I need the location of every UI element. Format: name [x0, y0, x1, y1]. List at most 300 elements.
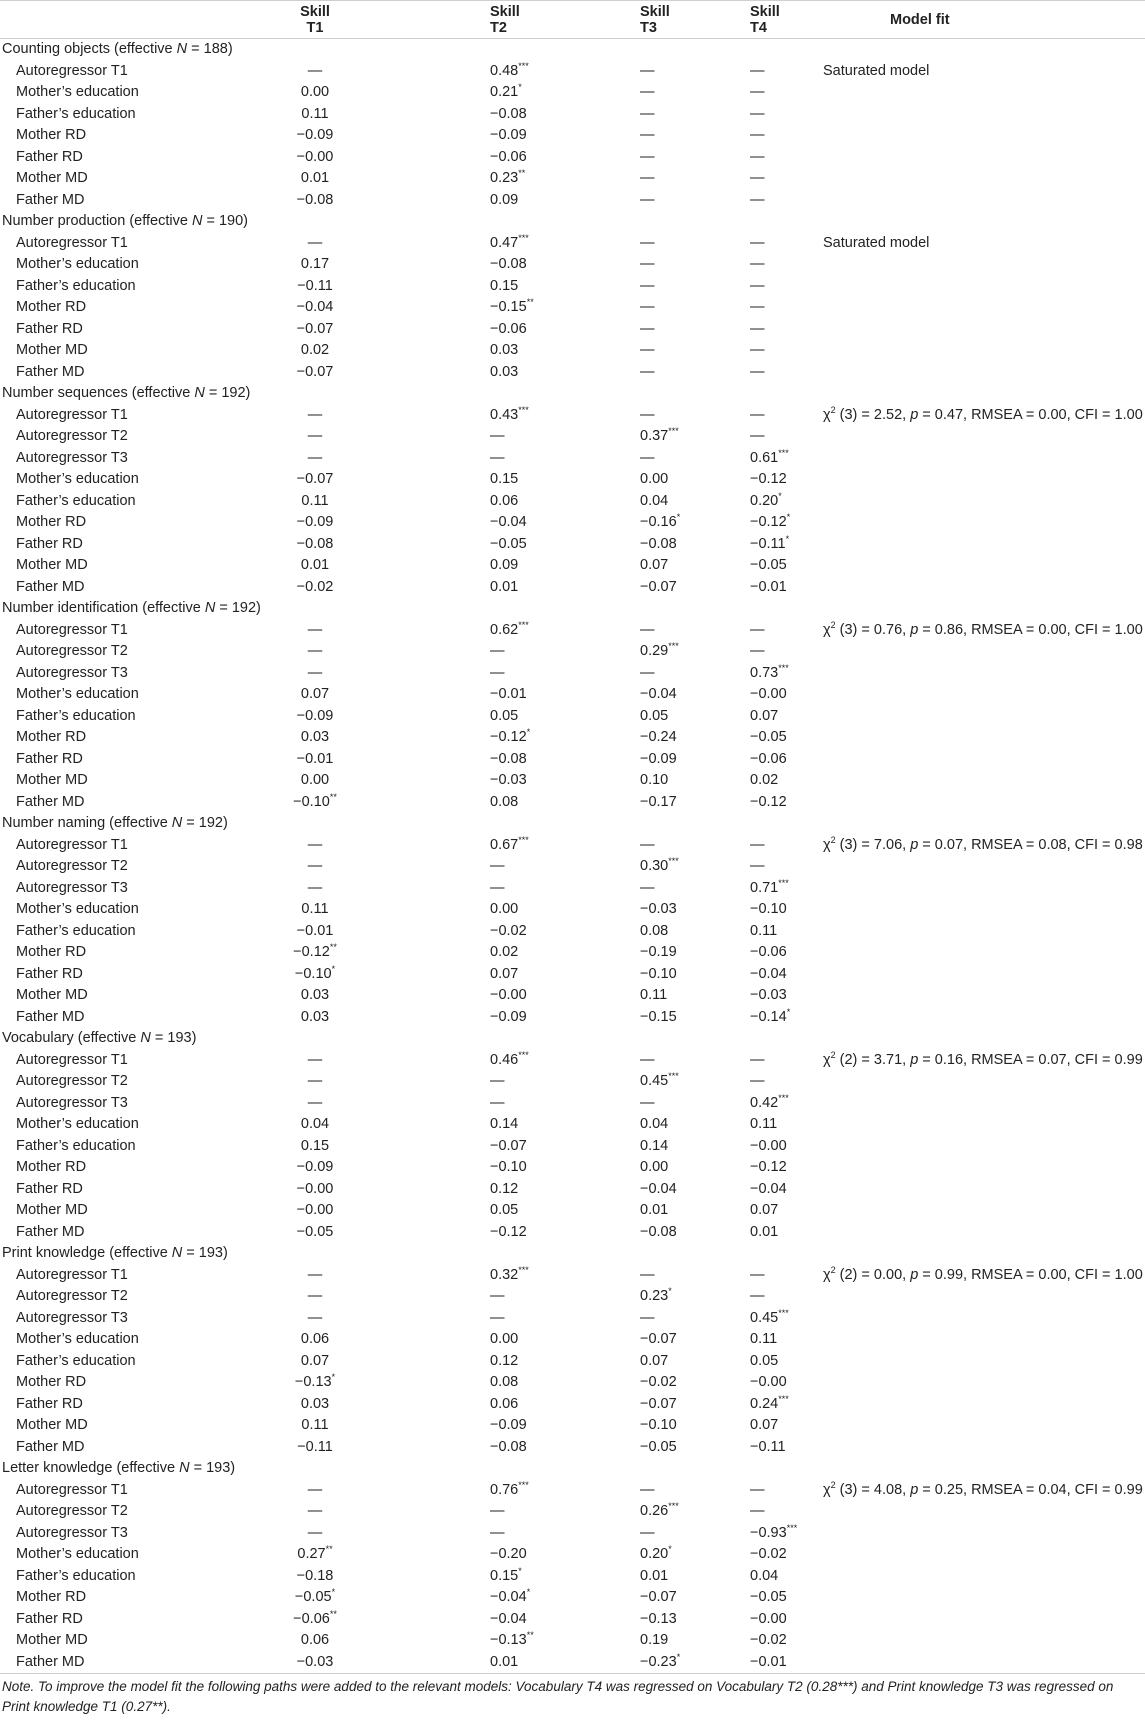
model-fit-value [760, 1136, 1145, 1158]
row-label: Autoregressor T3 [16, 879, 128, 896]
skill-t2-value: 0.21* [490, 82, 522, 100]
row-label: Mother’s education [16, 1116, 139, 1132]
skill-t3-value: 0.37*** [640, 426, 679, 444]
row-label: Autoregressor T3 [16, 1524, 128, 1541]
table-row [0, 1566, 1145, 1588]
skill-t4-value: −0.11* [750, 533, 790, 552]
skill-t3-value: −0.16* [640, 512, 681, 530]
table-row [0, 770, 1145, 792]
skill-t2-value: 0.12 [490, 1352, 519, 1369]
skill-t3-value: — [640, 1481, 655, 1498]
model-fit-value [760, 1222, 1145, 1244]
skill-t2-value: 0.08 [490, 793, 519, 810]
table-row [0, 1437, 1145, 1459]
skill-t4-value: −0.06 [750, 944, 787, 960]
skill-t1-value: 0.06 [300, 1632, 330, 1648]
skill-t4-value: — [750, 191, 765, 208]
skill-t2-value: −0.08 [490, 1438, 527, 1455]
skill-t3-value: — [640, 879, 655, 896]
skill-t1-value: −0.02 [296, 578, 334, 595]
model-fit-value: $\chi^2$ (3) = 4.08, p = 0.25, RMSEA = 0.04, CFI = 0.99 [823, 1479, 1143, 1498]
skill-t2-value: −0.20 [490, 1546, 527, 1562]
row-label: Father RD [16, 1180, 83, 1197]
skill-t2-value: 0.15 [490, 471, 519, 487]
row-label: Autoregressor T3 [16, 1094, 128, 1111]
skill-t2-value: −0.10 [490, 1159, 527, 1175]
model-fit-value: Saturated model [823, 62, 930, 79]
skill-t2-value: 0.67*** [490, 834, 529, 853]
skill-t2-value: 0.01 [340, 1652, 490, 1674]
skill-t1-value: 0.02 [300, 342, 330, 358]
row-label: Autoregressor T1 [16, 406, 128, 423]
skill-t1-value: — [307, 643, 323, 659]
row-label: Mother’s education [16, 686, 139, 702]
skill-t2-value: 0.01 [490, 578, 519, 595]
model-fit-value: $\chi^2$ (3) = 0.76, p = 0.86, RMSEA = 0.00, CFI = 1.00 [823, 619, 1143, 638]
row-label: Autoregressor T2 [16, 858, 128, 874]
skill-t3-value: — [640, 105, 655, 122]
skill-t4-value: −0.00 [750, 1374, 787, 1390]
skill-t2-value: 0.46*** [490, 1049, 529, 1068]
skill-t4-value: −0.04 [750, 965, 787, 982]
table-row [0, 491, 1145, 513]
skill-t1-value: 0.17 [300, 256, 330, 272]
skill-t3-value: −0.17 [640, 793, 677, 810]
skill-t4-value: −0.02 [750, 1632, 787, 1648]
table-row [0, 1050, 1145, 1072]
table-row [0, 1136, 1145, 1158]
model-fit-value [760, 1179, 1145, 1201]
table-row [0, 1394, 1145, 1416]
model-fit-value [760, 1093, 1145, 1115]
skill-t4-value: — [750, 342, 765, 358]
row-label: Autoregressor T3 [16, 1309, 128, 1326]
skill-t1-value: −0.07 [296, 320, 334, 337]
skill-t3-value: — [640, 1524, 655, 1541]
skill-t4-value: −0.01 [640, 1652, 760, 1674]
model-fit-value [760, 1415, 1145, 1437]
row-label: Autoregressor T1 [16, 621, 128, 638]
skill-t1-value: −0.12** [293, 942, 337, 960]
skill-t1-value: −0.09 [296, 1159, 334, 1175]
skill-t4-value: — [750, 170, 765, 186]
row-label: Father MD [16, 1223, 85, 1240]
skill-t4-value: — [750, 62, 765, 79]
model-fit-value [760, 491, 1145, 513]
model-fit-value [760, 297, 1145, 319]
row-label: Father’s education [16, 492, 136, 509]
model-fit-value [760, 1587, 1145, 1609]
skill-t3-value: — [640, 148, 655, 165]
skill-t2-value: 0.12 [490, 1180, 519, 1197]
group-title: Vocabulary (effective N = 193) [2, 1030, 197, 1046]
skill-t1-value: — [307, 1051, 323, 1068]
skill-t3-value: −0.04 [640, 1180, 677, 1197]
model-fit-value [760, 340, 1145, 362]
skill-t1-value: 0.06 [300, 1331, 330, 1347]
skill-t1-value: — [307, 879, 323, 896]
skill-t3-value: — [640, 1094, 655, 1111]
row-label: Mother MD [16, 557, 88, 573]
row-label: Autoregressor T1 [16, 1266, 128, 1283]
table-row [0, 1544, 1145, 1566]
row-label: Mother MD [16, 342, 88, 358]
skill-t3-value: 0.07 [640, 1352, 669, 1369]
skill-t1-value: −0.09 [296, 127, 334, 143]
group-title: Number identification (effective N = 192) [2, 600, 261, 616]
skill-t1-value: −0.05 [296, 1223, 334, 1240]
skill-t2-value: −0.04 [490, 514, 527, 530]
row-label: Autoregressor T1 [16, 234, 128, 251]
table-row [0, 1179, 1145, 1201]
skill-t1-value: −0.07 [296, 363, 334, 380]
row-label: Mother’s education [16, 901, 139, 917]
skill-t3-value: −0.07 [640, 1331, 677, 1347]
skill-t2-value: 0.32*** [490, 1264, 529, 1283]
skill-t2-value: −0.06 [490, 320, 527, 337]
skill-t3-value: — [640, 277, 655, 294]
row-label: Mother MD [16, 170, 88, 186]
skill-t3-value: 0.08 [640, 922, 669, 939]
row-label: Father RD [16, 320, 83, 337]
table-row [0, 319, 1145, 341]
skill-t4-value: — [750, 127, 765, 143]
skill-t1-value: 0.01 [300, 170, 330, 186]
table-body [0, 39, 1145, 1674]
skill-t1-value: — [307, 1309, 323, 1326]
header-skill-t1: Skill T1 [190, 1, 340, 39]
group-title: Number sequences (effective N = 192) [2, 385, 251, 401]
skill-t1-value: −0.06** [293, 1608, 337, 1627]
skill-t4-value: — [750, 299, 765, 315]
row-label: Autoregressor T3 [16, 664, 128, 681]
skill-t4-value: — [750, 234, 765, 251]
skill-t2-value: −0.08 [490, 105, 527, 122]
skill-t4-value: — [750, 277, 765, 294]
skill-t2-value: — [490, 664, 505, 681]
row-label: Father’s education [16, 1567, 136, 1584]
table-row [0, 276, 1145, 298]
skill-t3-value: −0.07 [640, 1589, 677, 1605]
skill-t2-value: −0.09 [490, 127, 527, 143]
skill-t3-value: 0.07 [640, 557, 669, 573]
skill-t2-value: −0.04 [490, 1610, 527, 1627]
skill-t4-value: 0.11 [750, 922, 778, 939]
skill-t1-value: 0.03 [300, 1008, 330, 1025]
skill-t2-value: — [490, 1309, 505, 1326]
model-fit-value [760, 641, 1145, 663]
skill-t4-value: 0.42*** [750, 1092, 789, 1111]
row-label: Father MD [16, 793, 85, 810]
row-label: Autoregressor T2 [16, 1503, 128, 1519]
table-row [0, 469, 1145, 491]
model-fit-value [760, 190, 1145, 212]
skill-t4-value: −0.14* [750, 1006, 791, 1025]
table-row [0, 297, 1145, 319]
skill-t2-value: 0.00 [490, 901, 519, 917]
skill-t1-value: −0.09 [296, 514, 334, 530]
skill-t2-value: 0.03 [490, 342, 519, 358]
skill-t4-value: −0.03 [750, 987, 787, 1003]
skill-t1-value: −0.00 [296, 1202, 334, 1218]
skill-t3-value: −0.08 [640, 1223, 677, 1240]
table-row [0, 964, 1145, 986]
table-row [0, 899, 1145, 921]
skill-t1-value: — [307, 1266, 323, 1283]
table-row [0, 340, 1145, 362]
skill-t1-value: −0.11 [297, 1438, 333, 1455]
skill-t2-value: −0.13** [490, 1630, 534, 1648]
table-row [0, 426, 1145, 448]
row-label: Father RD [16, 148, 83, 165]
skill-t4-value: 0.02 [750, 772, 779, 788]
skill-t2-value: −0.04* [490, 1587, 531, 1605]
table-row [0, 448, 1145, 470]
skill-t4-value: −0.02 [750, 1546, 787, 1562]
skill-t2-value: −0.06 [490, 148, 527, 165]
skill-t2-value: — [490, 1073, 505, 1089]
skill-t4-value: — [750, 858, 765, 874]
skill-t2-value: 0.02 [490, 944, 519, 960]
row-label: Mother RD [16, 127, 87, 143]
skill-t3-value: 0.26*** [640, 1501, 679, 1519]
model-fit-value [760, 1394, 1145, 1416]
skill-t1-value: — [307, 858, 323, 874]
table-row [0, 1329, 1145, 1351]
skill-t2-value: −0.02 [490, 922, 527, 939]
skill-t3-value: 0.14 [640, 1137, 669, 1154]
skill-t1-value: 0.01 [300, 557, 330, 573]
skill-t1-value: 0.03 [300, 987, 330, 1003]
model-fit-value [760, 792, 1145, 814]
table-row [0, 362, 1145, 384]
model-fit-value [760, 1308, 1145, 1330]
header-skill-t2: Skill T2 [340, 1, 490, 39]
model-fit-value [760, 985, 1145, 1007]
table-row [0, 125, 1145, 147]
model-fit-value [760, 1609, 1145, 1631]
row-label: Father’s education [16, 1352, 136, 1369]
skill-t3-value: −0.04 [640, 686, 677, 702]
skill-t4-value: — [750, 1481, 765, 1498]
skill-t3-value: — [640, 363, 655, 380]
model-fit-value [760, 319, 1145, 341]
skill-t3-value: −0.23* [490, 1652, 640, 1674]
table-row [0, 1157, 1145, 1179]
skill-t2-value: — [490, 643, 505, 659]
skill-t4-value: — [750, 406, 765, 423]
skill-t3-value: — [640, 342, 655, 358]
table-row [0, 792, 1145, 814]
skill-t3-value: −0.19 [640, 944, 677, 960]
skill-t1-value: 0.00 [300, 772, 330, 788]
model-fit-value [760, 555, 1145, 577]
header-model-fit: Model fit [760, 1, 1145, 39]
model-fit-value [760, 1114, 1145, 1136]
model-fit-value [760, 82, 1145, 104]
table-row [0, 1265, 1145, 1287]
skill-t4-value: −0.11 [750, 1438, 786, 1455]
table-row [0, 82, 1145, 104]
model-fit-value [760, 1286, 1145, 1308]
table-row [0, 1114, 1145, 1136]
skill-t2-value: 0.00 [490, 1331, 519, 1347]
row-label: Autoregressor T2 [16, 1288, 128, 1304]
skill-t2-value: — [490, 858, 505, 874]
row-label: Mother MD [16, 987, 88, 1003]
skill-t1-value: 0.11 [301, 105, 329, 122]
model-fit-value [760, 856, 1145, 878]
skill-t3-value: −0.05 [640, 1438, 677, 1455]
skill-t4-value: — [750, 1073, 765, 1089]
skill-t1-value: 0.27** [297, 1544, 333, 1562]
table-row [0, 706, 1145, 728]
skill-t4-value: 0.05 [750, 1352, 779, 1369]
skill-t3-value: 0.20* [640, 1544, 672, 1562]
model-fit-value [760, 1523, 1145, 1545]
skill-t3-value: 0.29*** [640, 641, 679, 659]
skill-t3-value: 0.01 [640, 1202, 669, 1218]
model-fit-value [760, 1007, 1145, 1029]
table-row [0, 856, 1145, 878]
skill-t4-value: — [750, 1288, 765, 1304]
row-label: Mother MD [16, 1417, 88, 1433]
row-label: Father MD [16, 578, 85, 595]
skill-t1-value: — [307, 1524, 323, 1541]
skill-t3-value: 0.19 [640, 1632, 669, 1648]
skill-t2-value: −0.07 [490, 1137, 527, 1154]
model-fit-value [760, 706, 1145, 728]
skill-t1-value: −0.05* [294, 1587, 336, 1605]
skill-t2-value: −0.05 [490, 535, 527, 552]
row-label: Mother RD [16, 729, 87, 745]
skill-t2-value: 0.07 [490, 965, 519, 982]
skill-t3-value: — [640, 84, 655, 100]
row-label: Mother RD [16, 1589, 87, 1605]
model-fit-value [760, 1372, 1145, 1394]
model-fit-value: $\chi^2$ (3) = 2.52, p = 0.47, RMSEA = 0.00, CFI = 1.00 [823, 404, 1143, 423]
skill-t4-value: 0.07 [750, 707, 779, 724]
model-fit-value [760, 1544, 1145, 1566]
skill-t4-value: 0.01 [750, 1223, 779, 1240]
row-label: Autoregressor T2 [16, 1073, 128, 1089]
skill-t3-value: — [640, 621, 655, 638]
skill-t1-value: −0.01 [296, 922, 334, 939]
group-header-row [0, 813, 1145, 835]
row-label: Mother RD [16, 514, 87, 530]
skill-t3-value: −0.24 [640, 729, 677, 745]
row-label: Mother’s education [16, 1331, 139, 1347]
table-row [0, 1093, 1145, 1115]
skill-t2-value: — [490, 1524, 505, 1541]
skill-t1-value: −0.18 [296, 1567, 334, 1584]
skill-t4-value: 0.11 [750, 1116, 778, 1132]
skill-t1-value: — [307, 406, 323, 423]
row-label: Mother’s education [16, 471, 139, 487]
skill-t3-value: −0.08 [640, 535, 677, 552]
skill-t3-value: — [640, 62, 655, 79]
skill-t3-value: — [640, 256, 655, 272]
skill-t4-value: −0.05 [750, 1589, 787, 1605]
skill-t4-value: 0.07 [750, 1417, 779, 1433]
row-label: Father RD [16, 535, 83, 552]
skill-t4-value: — [750, 621, 765, 638]
row-label: Mother RD [16, 1374, 87, 1390]
skill-t3-value: 0.00 [640, 471, 669, 487]
skill-t1-value: 0.11 [301, 492, 329, 509]
model-fit-value [760, 147, 1145, 169]
table-row [0, 534, 1145, 556]
row-label: Autoregressor T1 [16, 836, 128, 853]
skill-t4-value: — [750, 84, 765, 100]
model-fit-value [760, 1566, 1145, 1588]
skill-t3-value: 0.04 [640, 1116, 669, 1132]
skill-t4-value: — [750, 428, 765, 444]
skill-t4-value: 0.20* [750, 490, 782, 509]
table-row [0, 835, 1145, 857]
row-label: Autoregressor T2 [16, 428, 128, 444]
table-row [0, 1501, 1145, 1523]
model-fit-value [760, 1200, 1145, 1222]
skill-t2-value: −0.09 [490, 1008, 527, 1025]
header-blank [0, 1, 190, 39]
skill-t4-value: — [750, 1051, 765, 1068]
skill-t1-value: — [307, 449, 323, 466]
skill-t3-value: −0.15 [640, 1008, 677, 1025]
model-fit-value [760, 878, 1145, 900]
model-fit-value [760, 1437, 1145, 1459]
model-fit-value [760, 964, 1145, 986]
skill-t2-value: — [490, 879, 505, 896]
skill-t3-value: — [640, 191, 655, 208]
skill-t4-value: 0.71*** [750, 877, 789, 896]
skill-t1-value: −0.03 [190, 1652, 340, 1674]
skill-t2-value: 0.62*** [490, 619, 529, 638]
skill-t3-value: — [640, 406, 655, 423]
skill-t2-value: 0.76*** [490, 1479, 529, 1498]
skill-t4-value: 0.07 [750, 1202, 779, 1218]
skill-t4-value: — [750, 148, 765, 165]
skill-t2-value: −0.03 [490, 772, 527, 788]
skill-t3-value: 0.04 [640, 492, 669, 509]
table-row [0, 512, 1145, 534]
skill-t3-value: — [640, 449, 655, 466]
skill-t1-value: 0.04 [300, 1116, 330, 1132]
table-row [0, 684, 1145, 706]
skill-t4-value: −0.00 [750, 1610, 787, 1627]
model-fit-value [760, 168, 1145, 190]
skill-t4-value: −0.06 [750, 750, 787, 767]
row-label: Father MD [16, 1008, 85, 1025]
skill-t2-value: — [490, 1094, 505, 1111]
skill-t4-value: — [750, 1266, 765, 1283]
row-label: Autoregressor T3 [16, 449, 128, 466]
table-row [0, 1007, 1145, 1029]
skill-t1-value: 0.15 [300, 1137, 330, 1154]
group-header-row [0, 1458, 1145, 1480]
skill-t2-value: — [490, 449, 505, 466]
skill-t1-value: — [307, 1073, 323, 1089]
skill-t1-value: — [307, 664, 323, 681]
row-label: Father MD [16, 191, 85, 208]
skill-t4-value: −0.04 [750, 1180, 787, 1197]
skill-t3-value: — [640, 1309, 655, 1326]
skill-t1-value: — [307, 1288, 323, 1304]
skill-t1-value: −0.08 [296, 191, 334, 208]
skill-t2-value: −0.08 [490, 750, 527, 767]
row-label: Autoregressor T1 [16, 62, 128, 79]
group-header-row [0, 1028, 1145, 1050]
